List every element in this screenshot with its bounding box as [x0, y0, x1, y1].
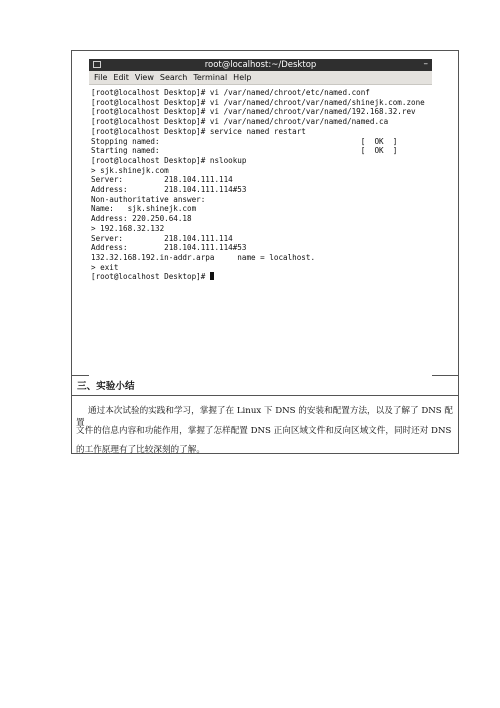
menu-search[interactable]: Search: [159, 73, 188, 82]
terminal-line: Address: 220.250.64.18: [91, 214, 192, 224]
summary-line-3: 的工作原理有了比较深刻的了解。: [76, 445, 205, 455]
prompt-line: [91, 272, 425, 282]
terminal-line: > sjk.shinejk.com: [91, 165, 169, 175]
terminal-line: [root@localhost Desktop]# service named restart: [91, 126, 306, 136]
terminal-line: Address: 218.104.111.114#53: [91, 243, 247, 253]
terminal-line: Name: sjk.shinejk.com: [91, 204, 197, 214]
terminal-line: Starting named: [ OK ]: [91, 146, 398, 156]
menu-help[interactable]: Help: [233, 73, 252, 82]
terminal-line: [root@localhost Desktop]# vi /var/named/chroot/var/named/shinejk.com.zone: [91, 97, 425, 107]
terminal-line: Server: 218.104.111.114: [91, 233, 233, 243]
prompt-text: [root@localhost Desktop]#: [91, 272, 210, 282]
terminal-line: Server: 218.104.111.114: [91, 175, 233, 185]
terminal-line: [root@localhost Desktop]# vi /var/named/chroot/var/named/192.168.32.rev: [91, 107, 416, 117]
terminal-line: Non-authoritative answer:: [91, 194, 206, 204]
menu-view[interactable]: View: [134, 73, 154, 82]
terminal-line: Stopping named: [ OK ]: [91, 136, 398, 146]
terminal-line: [root@localhost Desktop]# nslookup: [91, 155, 247, 165]
terminal-line: [root@localhost Desktop]# vi /var/named/chroot/var/named/named.ca: [91, 117, 389, 127]
menu-file[interactable]: File: [94, 73, 108, 82]
menu-edit[interactable]: Edit: [113, 73, 129, 82]
terminal-window[interactable]: [89, 59, 432, 379]
terminal-line: 132.32.168.192.in-addr.arpa name = localhost.: [91, 252, 316, 262]
table-divider: [71, 395, 459, 396]
summary-line-2: 文件的信息内容和功能作用，掌握了怎样配置 DNS 正向区域文件和反向区域文件，同时还对 DNS: [76, 426, 452, 436]
terminal-titlebar[interactable]: [89, 59, 432, 71]
terminal-output[interactable]: [91, 88, 425, 282]
terminal-line: [root@localhost Desktop]# vi /var/named/chroot/etc/named.conf: [91, 88, 370, 97]
menu-bar: [89, 71, 432, 85]
menu-terminal[interactable]: Terminal: [193, 73, 228, 82]
window-title: root@localhost:~/Desktop: [204, 60, 317, 70]
terminal-line: Address: 218.104.111.114#53: [91, 185, 247, 195]
text-cursor: [210, 272, 214, 280]
summary-line-1: 通过本次试验的实践和学习，掌握了在 Linux 下 DNS 的安装和配置方法，以及了解了 DNS 配置: [76, 406, 453, 428]
section-heading: 三、实验小结: [77, 381, 135, 392]
terminal-line: > exit: [91, 262, 119, 272]
minimize-icon[interactable]: –: [423, 59, 428, 69]
terminal-line: > 192.168.32.132: [91, 223, 165, 233]
